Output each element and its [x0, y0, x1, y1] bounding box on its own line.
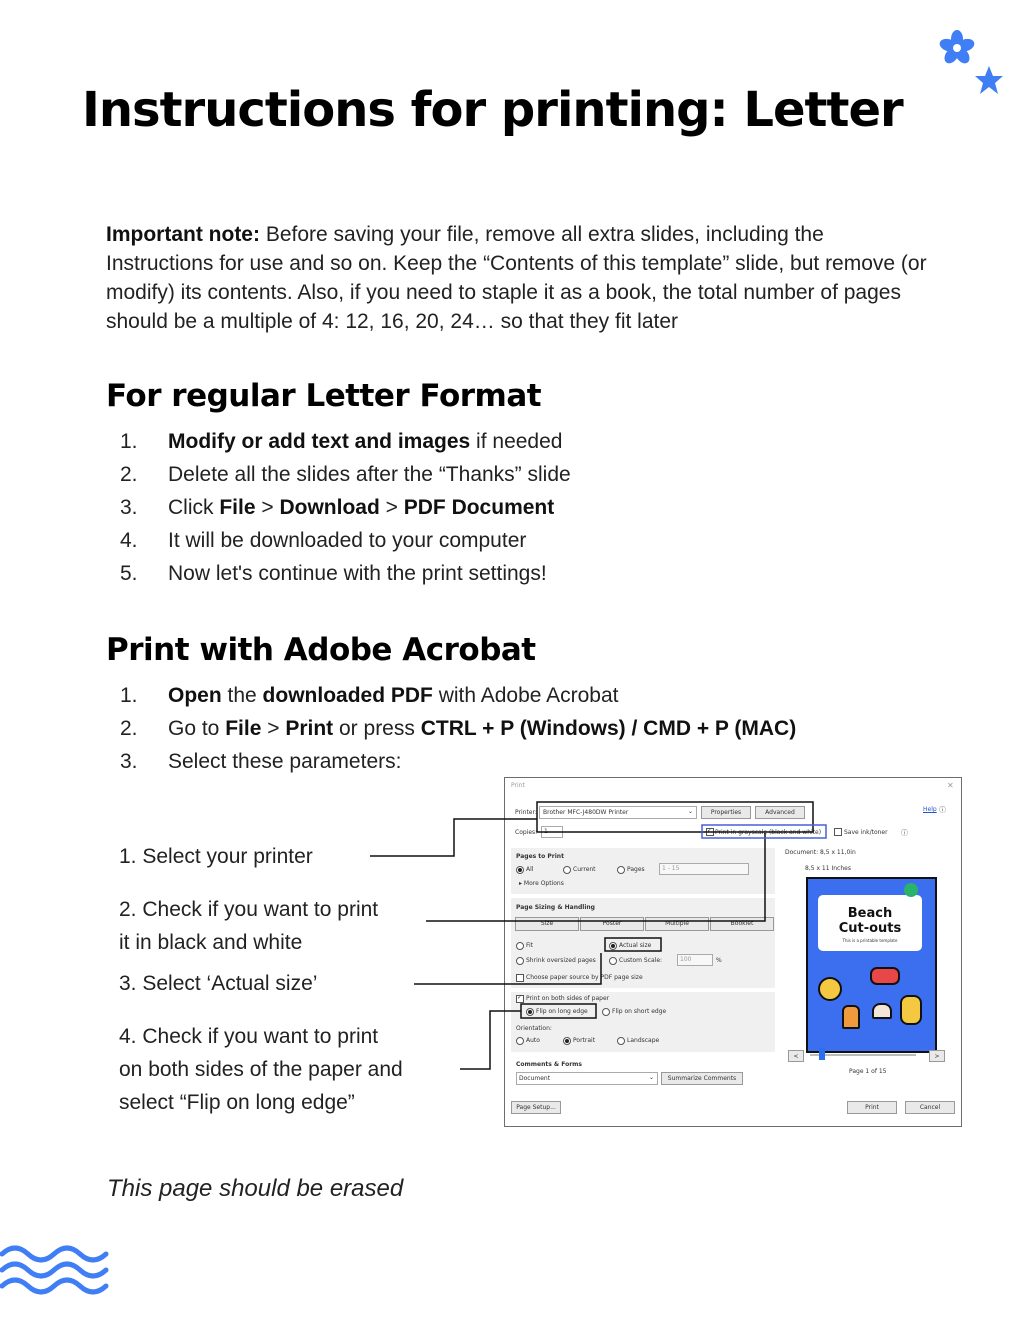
pages-heading: Pages to Print	[516, 853, 564, 860]
sizing-heading: Page Sizing & Handling	[516, 904, 595, 911]
next-page-button[interactable]: >	[929, 1050, 945, 1062]
callout-actual-size: 3. Select ‘Actual size’	[119, 972, 318, 995]
poster-tab[interactable]: Poster	[580, 917, 644, 931]
highlight-flip-long	[521, 1004, 596, 1018]
paper-size: 8,5 x 11 Inches	[805, 865, 851, 872]
printer-label: Printer:	[515, 809, 537, 816]
properties-button[interactable]: Properties	[701, 806, 751, 819]
preview-title-line1: Beach	[847, 906, 893, 921]
copies-input[interactable]: 1	[541, 826, 563, 838]
highlight-actual-size	[605, 938, 661, 951]
scale-input[interactable]: 100	[677, 954, 713, 966]
paper-source-label: Choose paper source by PDF page size	[526, 974, 643, 981]
help-icon: ⓘ	[939, 806, 946, 814]
shrink-label: Shrink oversized pages	[526, 957, 596, 964]
letter-format-heading: For regular Letter Format	[106, 378, 542, 414]
connector-actual-size	[414, 953, 601, 984]
print-button[interactable]: Print	[847, 1101, 897, 1114]
acrobat-heading: Print with Adobe Acrobat	[106, 632, 536, 668]
chevron-down-icon: ⌄	[688, 808, 694, 815]
connector-both-sides	[460, 1011, 521, 1069]
actual-size-label: Actual size	[619, 942, 652, 949]
both-sides-checkbox[interactable]: ✓	[517, 994, 523, 1001]
chevron-down-icon: ⌄	[649, 1074, 655, 1081]
save-ink-label: Save ink/toner	[844, 829, 888, 836]
comments-select[interactable]: Document ⌄	[516, 1072, 658, 1085]
orientation-label: Orientation:	[516, 1025, 552, 1032]
percent-label: %	[716, 957, 722, 964]
fit-label: Fit	[526, 942, 534, 949]
comments-heading: Comments & Forms	[516, 1061, 582, 1068]
all-label: All	[526, 866, 534, 873]
document-size: Document: 8,5 x 11,0in	[785, 849, 856, 856]
booklet-tab[interactable]: Booklet	[710, 917, 774, 931]
info-icon: ⓘ	[901, 829, 908, 837]
advanced-button[interactable]: Advanced	[755, 806, 805, 819]
callout-select-printer: 1. Select your printer	[119, 845, 313, 868]
cancel-button[interactable]: Cancel	[905, 1101, 955, 1114]
size-tab[interactable]: Size	[515, 917, 579, 931]
dialog-title: Print	[511, 782, 525, 789]
auto-label: Auto	[526, 1037, 540, 1044]
close-icon[interactable]: ✕	[947, 781, 954, 790]
both-sides-label: Print on both sides of paper	[526, 995, 610, 1002]
note-label: Important note:	[106, 223, 260, 246]
preview-subtitle: This is a printable template	[842, 938, 898, 943]
current-label: Current	[573, 866, 596, 873]
summarize-button[interactable]: Summarize Comments	[661, 1072, 743, 1085]
multiple-tab[interactable]: Multiple	[645, 917, 709, 931]
custom-scale-label: Custom Scale:	[619, 957, 663, 964]
connector-printer	[370, 819, 537, 856]
letter-format-list: 1. Modify or add text and images if needed 2. Delete all the slides after the “Thanks” slide 3. Click File > Download > PDF Document 4. It will be downloaded to your computer 5. Now let's continue with the print settings!	[120, 430, 571, 585]
page-title: Instructions for printing: Letter	[82, 82, 903, 138]
connector-grayscale	[426, 833, 765, 921]
printer-select[interactable]: Brother MFC-J480DW Printer ⌄	[539, 806, 697, 819]
prev-page-button[interactable]: <	[788, 1050, 804, 1062]
preview-title-line2: Cut-outs	[838, 921, 902, 936]
grayscale-label: Print in grayscale (black and white)	[715, 829, 822, 836]
grayscale-checkbox[interactable]: ✓	[707, 827, 713, 834]
flip-long-label: Flip on long edge	[536, 1008, 588, 1015]
erase-note: This page should be erased	[107, 1175, 404, 1202]
highlight-printer	[537, 802, 813, 832]
flip-short-label: Flip on short edge	[612, 1008, 667, 1015]
pages-range-input[interactable]: 1 - 15	[659, 863, 749, 875]
help-link[interactable]: Help	[923, 806, 937, 813]
portrait-label: Portrait	[573, 1037, 596, 1044]
note-text: Before saving your file, remove all extra slides, including the Instructions for use and so on. Keep the “Contents of this template” slide, but remove (or modify) its contents. Also, if you need to staple it as a book, the total number of pages should be a multiple of 4: 12, 16, 20, 24… so that they fit later	[106, 223, 927, 333]
copies-label: Copies:	[515, 829, 538, 836]
callout-grayscale: 2. Check if you want to print it in black and white	[119, 898, 379, 954]
acrobat-list: 1. Open the downloaded PDF with Adobe Acrobat 2. Go to File > Print or press CTRL + P (Windows) / CMD + P (MAC) 3. Select these parameters:	[120, 684, 797, 773]
callout-both-sides: 4. Check if you want to print on both sides of the paper and select “Flip on long edge”	[119, 1025, 403, 1114]
page-setup-button[interactable]: Page Setup...	[511, 1101, 561, 1114]
page-indicator: Page 1 of 15	[849, 1068, 887, 1075]
more-options-toggle[interactable]: ▸ More Options	[519, 880, 564, 887]
landscape-label: Landscape	[627, 1037, 660, 1044]
pages-label: Pages	[627, 866, 645, 873]
